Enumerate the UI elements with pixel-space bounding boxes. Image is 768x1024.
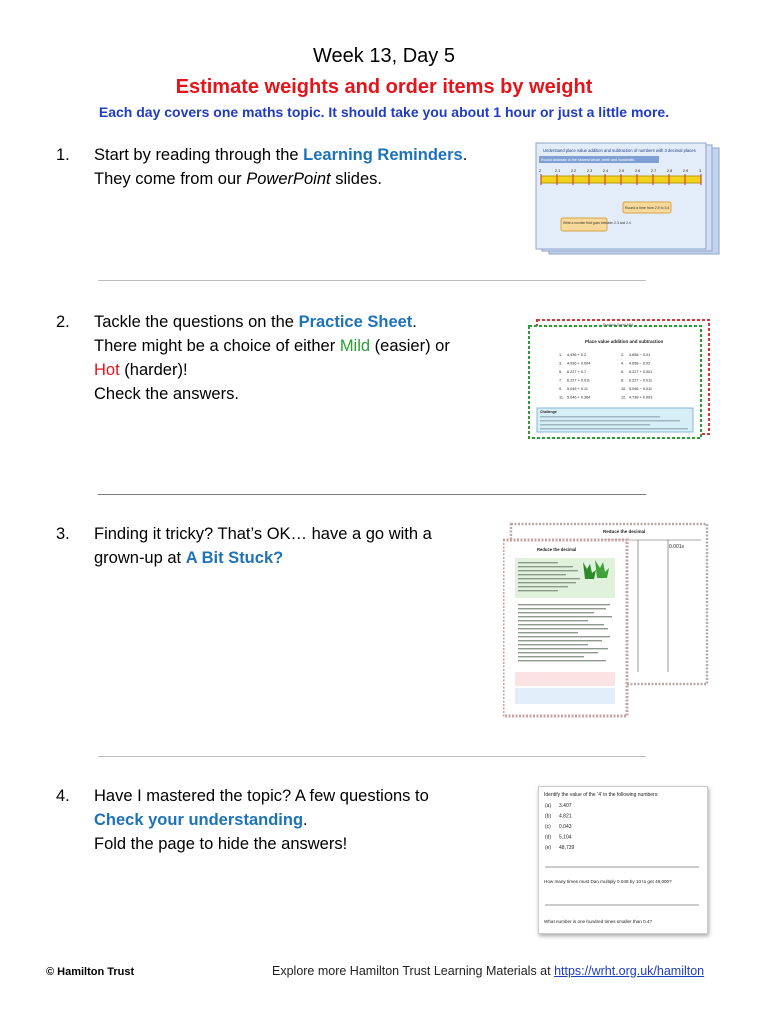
text-line — [518, 656, 584, 657]
scale-label: 2.6 — [635, 169, 641, 173]
check-item-label: (d) — [545, 834, 552, 841]
practice-question: 5. — [559, 370, 563, 374]
text-line — [518, 604, 610, 605]
practice-question: 5.046 + 0.364 — [567, 395, 591, 400]
mild-label: Mild — [339, 337, 371, 355]
practice-question: 11. — [559, 395, 564, 400]
scale-label: 2.2 — [571, 169, 577, 173]
practice-question: 2. — [621, 353, 625, 357]
text-line — [518, 566, 573, 567]
text-line — [518, 644, 588, 645]
text-line — [518, 590, 558, 591]
practice-question: 5.046 − 0.011 — [629, 387, 653, 391]
text-line — [518, 570, 578, 571]
text-line — [518, 660, 606, 661]
practice-question: 3. — [559, 361, 563, 366]
svg-text:0.001s: 0.001s — [669, 544, 685, 550]
hot-label: Hot — [94, 361, 120, 379]
step-number: 2. — [56, 313, 70, 331]
practice-question: 9. — [559, 387, 563, 391]
practice-question: 6.227 + 0.011 — [567, 378, 591, 383]
practice-question: 6.227 + 0.001 — [629, 370, 653, 374]
practice-question: 4. — [621, 361, 625, 366]
text-line — [518, 574, 566, 575]
svg-text:Identify the value of the ‘4’: Identify the value of the ‘4’ in the following numbers: — [544, 792, 659, 798]
svg-text:Round decimals to the nearest: Round decimals to the nearest whole, tenth and hundredth. — [541, 158, 636, 162]
practice-question: 12. — [621, 395, 627, 400]
practice-sheet-preview-image — [527, 318, 713, 440]
check-item-label: (a) — [545, 803, 552, 809]
check-item-value: 0.043 — [559, 824, 572, 830]
check-item-value: 48,739 — [559, 845, 575, 851]
scale-label: 2.7 — [651, 169, 657, 173]
text-line — [518, 620, 588, 621]
page-tagline: Each day covers one maths topic. It should take you about 1 hour or just a little more. — [98, 104, 670, 120]
text-line — [518, 578, 580, 579]
scale-label: 2.8 — [667, 169, 673, 173]
text-line — [518, 612, 594, 613]
svg-text:How many times must Dan multip: How many times must Dan multiply 0.048 by 10 to get 48,000? — [544, 879, 672, 884]
scale-label: 3 — [699, 169, 702, 173]
divider — [98, 756, 646, 757]
check-understanding-thumbnail[interactable] — [538, 786, 708, 934]
practice-sheet-link[interactable]: Practice Sheet — [298, 313, 413, 331]
scale-label: 2.4 — [603, 169, 609, 173]
practice-question: 6.227 + 0.7 — [567, 370, 587, 374]
svg-text:Practice Sheet Mild: Practice Sheet Mild — [603, 323, 634, 327]
check-understanding-link[interactable]: Check your understanding — [94, 811, 304, 829]
check-item-label: (b) — [545, 813, 552, 820]
scale-label: 2.5 — [619, 169, 625, 173]
check-item-value: 3.407 — [559, 803, 572, 809]
hamilton-link[interactable]: https://wrht.org.uk/hamilton — [554, 964, 705, 978]
text-line — [518, 586, 568, 587]
practice-question: 1. — [559, 353, 563, 357]
text-line — [518, 562, 558, 563]
svg-text:Reduce the decimal: Reduce the decimal — [603, 529, 646, 534]
svg-text:Challenge: Challenge — [540, 410, 557, 414]
scale-label: 2 — [539, 169, 542, 173]
scale-label: 2.3 — [587, 169, 593, 173]
text-line — [518, 624, 604, 625]
svg-text:Place value addition and subtr: Place value addition and subtraction — [585, 339, 664, 344]
check-item-label: (e) — [545, 845, 552, 851]
page-title: Week 13, Day 5 — [313, 45, 455, 67]
text-line — [518, 608, 606, 609]
practice-question: 6.227 − 0.011 — [629, 378, 653, 383]
text-line — [518, 632, 578, 633]
learning-reminders-link[interactable]: Learning Reminders — [303, 146, 463, 164]
practice-question: 4.738 + 0.003 — [629, 395, 653, 400]
svg-text:What number is one hundred tim: What number is one hundred times smaller than 0.4? — [544, 919, 653, 924]
scale-label: 2.9 — [683, 169, 689, 173]
practice-question: 4.936 + 0.004 — [567, 361, 591, 366]
slides-preview-image — [535, 142, 725, 262]
check-item-label: (c) — [545, 824, 551, 830]
divider — [98, 280, 646, 281]
text-line — [518, 640, 602, 641]
step-number: 1. — [56, 146, 70, 164]
page-subtitle: Estimate weights and order items by weight — [175, 76, 593, 98]
learning-reminders-thumbnail[interactable] — [535, 142, 725, 262]
step-number: 3. — [56, 525, 70, 543]
text-line — [518, 628, 608, 629]
text-line — [518, 648, 608, 649]
step-number: 4. — [56, 787, 70, 805]
practice-question: 5.046 + 0.11 — [567, 387, 588, 391]
slide-heading: Understand place value addition and subtraction of numbers with 3 decimal places — [543, 148, 696, 153]
practice-question: 4.658 − 0.01 — [629, 353, 651, 357]
check-preview-image — [539, 787, 707, 933]
practice-sheet-thumbnail[interactable] — [527, 318, 713, 440]
text-line — [518, 636, 610, 637]
text-line — [518, 616, 612, 617]
footer-explore: Explore more Hamilton Trust Learning Materials at https://wrht.org.uk/hamilton — [272, 964, 705, 978]
scale-label: 2.1 — [555, 169, 561, 173]
text-line — [518, 652, 598, 653]
check-item-value: 5.104 — [559, 834, 572, 841]
practice-question: 7. — [559, 378, 563, 383]
practice-question: 6. — [621, 370, 625, 374]
practice-question: 4.658 − 0.02 — [629, 361, 651, 366]
svg-text:Round a time from 2.5 to 3.4: Round a time from 2.5 to 3.4 — [625, 206, 670, 210]
copyright-text: © Hamilton Trust — [46, 966, 135, 978]
svg-text:Write a number that goes betwe: Write a number that goes between 2.3 and 2.4 — [563, 221, 631, 225]
check-item-value: 4.821 — [559, 813, 572, 820]
practice-question: 8. — [621, 378, 625, 383]
text-line — [518, 582, 576, 583]
practice-question: 4.936 + 0.2 — [567, 353, 587, 357]
a-bit-stuck-link[interactable]: A Bit Stuck? — [185, 549, 284, 567]
divider — [98, 494, 646, 495]
a-bit-stuck-thumbnail[interactable] — [503, 522, 709, 718]
svg-text:Reduce the decimal: Reduce the decimal — [537, 547, 577, 552]
a-bit-stuck-preview-image — [503, 522, 709, 718]
practice-question: 10. — [621, 387, 627, 391]
